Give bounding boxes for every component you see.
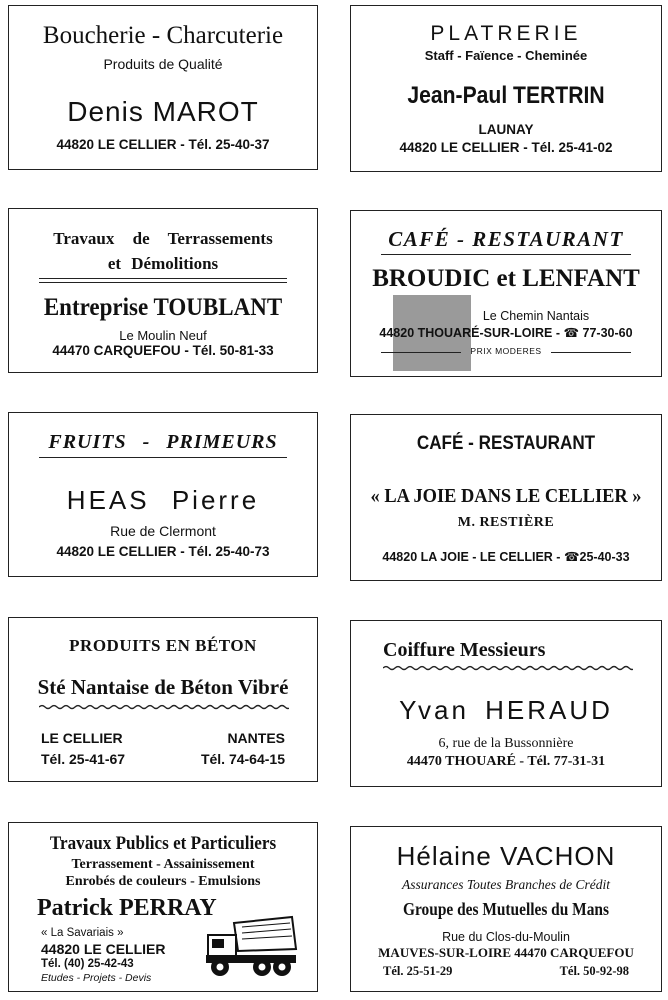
place: Rue de Clermont — [110, 523, 216, 539]
right-phone: Tél. 74-64-15 — [200, 751, 285, 767]
address-phone: 44820 LE CELLIER - Tél. 25-41-02 — [399, 140, 613, 155]
ad-beton — [8, 617, 318, 782]
trade-title-line2: et Démolitions — [107, 254, 219, 273]
ad-broudic — [350, 210, 662, 377]
services-note: Etudes - Projets - Devis — [41, 972, 152, 984]
divider — [381, 254, 631, 255]
business-name: BROUDIC et LENFANT — [372, 265, 640, 292]
ad-perray — [8, 822, 318, 992]
trade-title: Boucherie - Charcuterie — [42, 22, 284, 49]
tagline: Produits de Qualité — [103, 56, 223, 72]
trade-title-line1: Travaux Publics et Particuliers — [49, 833, 277, 854]
divider — [39, 282, 287, 283]
business-name: Sté Nantaise de Béton Vibré — [37, 675, 289, 699]
place: Le Moulin Neuf — [119, 328, 207, 343]
divider — [39, 278, 287, 279]
place: LAUNAY — [478, 122, 534, 137]
phone-number: 77-30-60 — [582, 326, 633, 340]
wavy-underline — [383, 665, 633, 671]
business-name: Denis MAROT — [67, 96, 259, 127]
ad-vachon — [350, 826, 662, 992]
ad-tertrin — [350, 5, 662, 172]
owner: M. RESTIÈRE — [457, 515, 555, 530]
phone: Tél. (40) 25-42-43 — [41, 958, 134, 970]
place: Le Chemin Nantais — [482, 309, 590, 323]
divider — [39, 457, 287, 458]
city: 44820 LE CELLIER — [41, 941, 166, 957]
phone-number: 25-40-33 — [579, 550, 630, 564]
trade-title: CAFÉ - RESTAURANT — [388, 227, 624, 251]
trade-title-line1: Travaux de Terrassements — [53, 229, 273, 248]
business-name: Patrick PERRAY — [37, 895, 217, 921]
prices-note: PRIX MODERES — [470, 346, 542, 356]
trade-title: FRUITS - PRIMEURS — [48, 431, 278, 453]
left-phone: Tél. 25-51-29 — [383, 964, 453, 978]
ad-heraud — [350, 620, 662, 787]
trade-title: PRODUITS EN BÉTON — [69, 636, 257, 655]
left-place: LE CELLIER — [41, 730, 123, 746]
group-name: Groupe des Mutuelles du Mans — [403, 899, 609, 919]
tagline: Staff - Faïence - Cheminée — [424, 48, 588, 63]
business-name: Jean-Paul TERTRIN — [407, 82, 605, 109]
address-phone: 44820 LE CELLIER - Tél. 25-40-37 — [56, 137, 270, 152]
ad-toublant — [8, 208, 318, 373]
business-name: HEAS Pierre — [66, 485, 260, 515]
cities: MAUVES-SUR-LOIRE 44470 CARQUEFOU — [378, 945, 634, 960]
dump-truck-icon — [204, 911, 299, 979]
divider-right — [551, 352, 631, 353]
ad-marot — [8, 5, 318, 170]
wavy-underline — [39, 704, 289, 710]
business-name: « LA JOIE DANS LE CELLIER » — [370, 485, 642, 507]
address-phone: 44470 THOUARÉ - Tél. 77-31-31 — [406, 754, 606, 769]
address-phone: 44820 LE CELLIER - Tél. 25-40-73 — [56, 544, 270, 559]
place: « La Savariais » — [41, 927, 124, 939]
address: 44820 THOUARÉ-SUR-LOIRE - ☎ 77-30-60 — [379, 325, 633, 340]
right-phone: Tél. 50-92-98 — [559, 964, 629, 978]
address-text: 44820 THOUARÉ-SUR-LOIRE — [379, 326, 553, 340]
trade-title: Coiffure Messieurs — [383, 639, 546, 661]
trade-title: CAFÉ - RESTAURANT — [416, 433, 596, 454]
ad-la-joie — [350, 414, 662, 581]
ad-heas — [8, 412, 318, 577]
trade-title-line3: Enrobés de couleurs - Emulsions — [65, 874, 261, 889]
address-phone: 44470 CARQUEFOU - Tél. 50-81-33 — [52, 343, 274, 358]
telephone-icon: ☎ — [563, 549, 580, 564]
business-name: Entreprise TOUBLANT — [43, 294, 283, 321]
business-name: Yvan HERAUD — [399, 695, 613, 725]
right-place: NANTES — [227, 730, 285, 746]
address — [351, 549, 661, 564]
business-name: Hélaine VACHON — [396, 841, 616, 871]
left-phone: Tél. 25-41-67 — [41, 751, 126, 767]
trade-title: PLATRERIE — [430, 22, 582, 45]
address-text: 44820 LA JOIE - LE CELLIER - — [382, 550, 561, 564]
trade-title-line2: Terrassement - Assainissement — [71, 857, 255, 872]
tagline: Assurances Toutes Branches de Crédit — [402, 877, 610, 892]
street: Rue du Clos-du-Moulin — [442, 930, 570, 944]
place: 6, rue de la Bussonnière — [438, 736, 574, 751]
telephone-icon: ☎ — [563, 325, 580, 340]
